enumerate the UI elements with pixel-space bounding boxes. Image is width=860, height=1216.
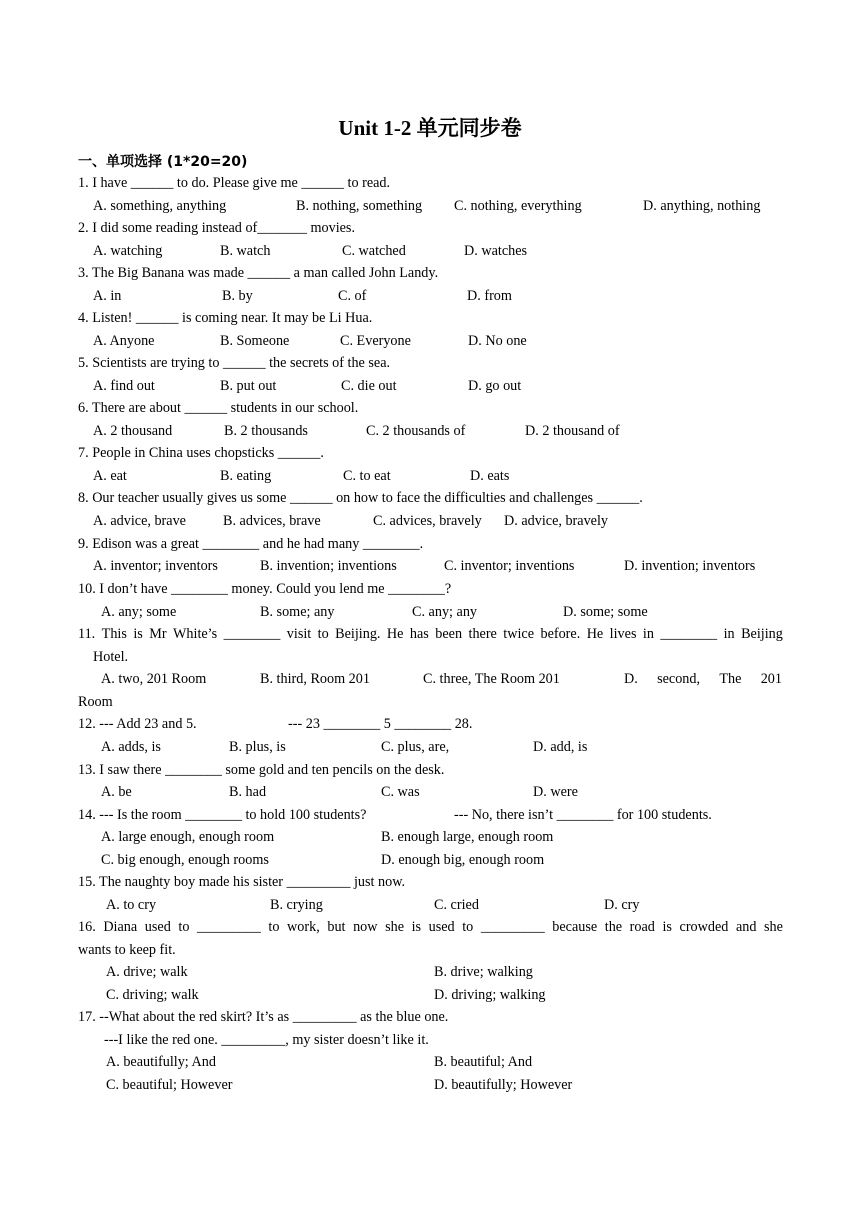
option: C. advices, bravely [373, 513, 482, 529]
word: 11. [78, 626, 96, 642]
word: in [723, 626, 735, 642]
page-title: Unit 1-2 单元同步卷 [338, 116, 522, 140]
option: D. were [533, 784, 578, 800]
question-stem: 4. Listen! ______ is coming near. It may be Li Hua. [78, 310, 373, 326]
question-stem-reply: --- No, there isn’t ________ for 100 students. [454, 807, 712, 823]
question-stem: 10. I don’t have ________ money. Could you lend me ________? [78, 581, 452, 597]
option: B. enough large, enough room [381, 829, 554, 845]
option: D. 2 thousand of [525, 423, 620, 439]
word: the [604, 919, 623, 935]
word: is [411, 919, 422, 935]
question-stem: 8. Our teacher usually gives us some ______ on how to face the difficulties and challenges ______. [78, 490, 643, 506]
option: D. cry [604, 897, 640, 913]
question-stem: 7. People in China uses chopsticks ______. [78, 445, 324, 461]
word: second, [657, 671, 701, 687]
word: crowded [679, 919, 729, 935]
question-stem: 2. I did some reading instead of_______ movies. [78, 220, 356, 236]
option: D. eats [470, 468, 510, 484]
question-stem: 1. I have ______ to do. Please give me ______ to read. [78, 175, 391, 191]
word: _________ [480, 919, 545, 935]
word: to [268, 919, 280, 935]
option: B. 2 thousands [224, 423, 308, 439]
word: This [101, 626, 127, 642]
question-stem-reply: ---I like the red one. _________, my sister doesn’t like it. [104, 1032, 429, 1048]
word: in [642, 626, 654, 642]
question-stem: 14. --- Is the room ________ to hold 100 students? [78, 807, 367, 823]
question-stem-reply: --- 23 ________ 5 ________ 28. [288, 716, 473, 732]
option: A. beautifully; And [106, 1054, 216, 1070]
option: C. nothing, everything [454, 198, 582, 214]
word: twice [503, 626, 535, 642]
word: to [462, 919, 474, 935]
word: ________ [223, 626, 281, 642]
word: visit [286, 626, 312, 642]
option: D. add, is [533, 739, 588, 755]
word: but [327, 919, 346, 935]
option: C. was [381, 784, 420, 800]
option: B. plus, is [229, 739, 286, 755]
option: A. large enough, enough room [101, 829, 275, 845]
word: ________ [660, 626, 718, 642]
word: she [764, 919, 783, 935]
option: C. beautiful; However [106, 1077, 233, 1093]
option: D. invention; inventors [624, 558, 756, 574]
option: A. to cry [106, 897, 157, 913]
option: B. invention; inventions [260, 558, 397, 574]
option: B. eating [220, 468, 272, 484]
option: C. to eat [343, 468, 391, 484]
word: to [178, 919, 190, 935]
word: because [552, 919, 598, 935]
word: 201 [760, 671, 782, 687]
option: A. be [101, 784, 132, 800]
option: C. any; any [412, 604, 478, 620]
option: C. plus, are, [381, 739, 450, 755]
word: lives [609, 626, 637, 642]
option: D. advice, bravely [504, 513, 608, 529]
word: is [133, 626, 143, 642]
option: B. third, Room 201 [260, 671, 370, 687]
option: D. from [467, 288, 512, 304]
question-stem: 5. Scientists are trying to ______ the secrets of the sea. [78, 355, 391, 371]
option: A. any; some [101, 604, 177, 620]
word: to [317, 626, 329, 642]
option: A. in [93, 288, 122, 304]
word: now [353, 919, 378, 935]
option: D. go out [468, 378, 522, 394]
question-stem: 12. --- Add 23 and 5. [78, 716, 197, 732]
option [624, 670, 782, 688]
question-stem: 9. Edison was a great ________ and he had many ________. [78, 536, 424, 552]
option: A. drive; walk [106, 964, 188, 980]
option: D. driving; walking [434, 987, 546, 1003]
option: B. by [222, 288, 253, 304]
word: Diana [103, 919, 138, 935]
option: C. watched [342, 243, 406, 259]
question-stem-continued: wants to keep fit. [78, 942, 176, 958]
word: and [735, 919, 757, 935]
option: A. eat [93, 468, 127, 484]
word: road [629, 919, 655, 935]
option: B. had [229, 784, 267, 800]
question-stem: 13. I saw there ________ some gold and ten pencils on the desk. [78, 762, 445, 778]
option: D. watches [464, 243, 528, 259]
option: C. driving; walk [106, 987, 199, 1003]
option: D. anything, nothing [643, 198, 761, 214]
word: work, [287, 919, 320, 935]
word: 16. [78, 919, 96, 935]
option: C. cried [434, 897, 479, 913]
option: B. watch [220, 243, 271, 259]
word: before. [540, 626, 581, 642]
option: C. Everyone [340, 333, 411, 349]
option: A. adds, is [101, 739, 161, 755]
section-heading: 一、单项选择 (1*20=20) [78, 154, 248, 170]
word: Beijing [741, 626, 783, 642]
option-continued: Room [78, 694, 113, 710]
option: B. beautiful; And [434, 1054, 533, 1070]
question-stem: 3. The Big Banana was made ______ a man called John Landy. [78, 265, 439, 281]
option: D. enough big, enough room [381, 852, 545, 868]
option: A. 2 thousand [93, 423, 173, 439]
option: B. some; any [260, 604, 335, 620]
question-stem: 15. The naughty boy made his sister _________ just now. [78, 874, 406, 890]
option: A. Anyone [93, 333, 155, 349]
word: White’s [173, 626, 218, 642]
option: A. inventor; inventors [93, 558, 218, 574]
option: A. something, anything [93, 198, 227, 214]
word: D. [624, 671, 638, 687]
word: has [409, 626, 429, 642]
word: He [586, 626, 604, 642]
word: Mr [149, 626, 167, 642]
option: B. Someone [220, 333, 290, 349]
word: He [386, 626, 404, 642]
word: used [428, 919, 455, 935]
word: Beijing. [335, 626, 381, 642]
word: _________ [197, 919, 261, 935]
option: B. nothing, something [296, 198, 423, 214]
word: been [435, 626, 463, 642]
word: is [662, 919, 672, 935]
option: B. advices, brave [223, 513, 321, 529]
option: A. two, 201 Room [101, 671, 207, 687]
word: used [144, 919, 171, 935]
option: C. 2 thousands of [366, 423, 466, 439]
option: C. of [338, 288, 367, 304]
question-stem: 17. --What about the red skirt? It’s as _________ as the blue one. [78, 1009, 449, 1025]
option: D. No one [468, 333, 527, 349]
question-stem-continued: Hotel. [93, 649, 129, 665]
option: A. advice, brave [93, 513, 186, 529]
option: D. some; some [563, 604, 648, 620]
option: C. big enough, enough rooms [101, 852, 269, 868]
option: A. watching [93, 243, 163, 259]
question-stem [78, 918, 783, 936]
option: D. beautifully; However [434, 1077, 573, 1093]
option: B. drive; walking [434, 964, 533, 980]
option: B. crying [270, 897, 323, 913]
option: C. three, The Room 201 [423, 671, 560, 687]
option: B. put out [220, 378, 277, 394]
word: there [468, 626, 497, 642]
question-stem [78, 625, 783, 643]
option: C. die out [341, 378, 397, 394]
question-stem: 6. There are about ______ students in our school. [78, 400, 359, 416]
word: she [385, 919, 404, 935]
option: A. find out [93, 378, 155, 394]
word: The [719, 671, 742, 687]
option: C. inventor; inventions [444, 558, 575, 574]
